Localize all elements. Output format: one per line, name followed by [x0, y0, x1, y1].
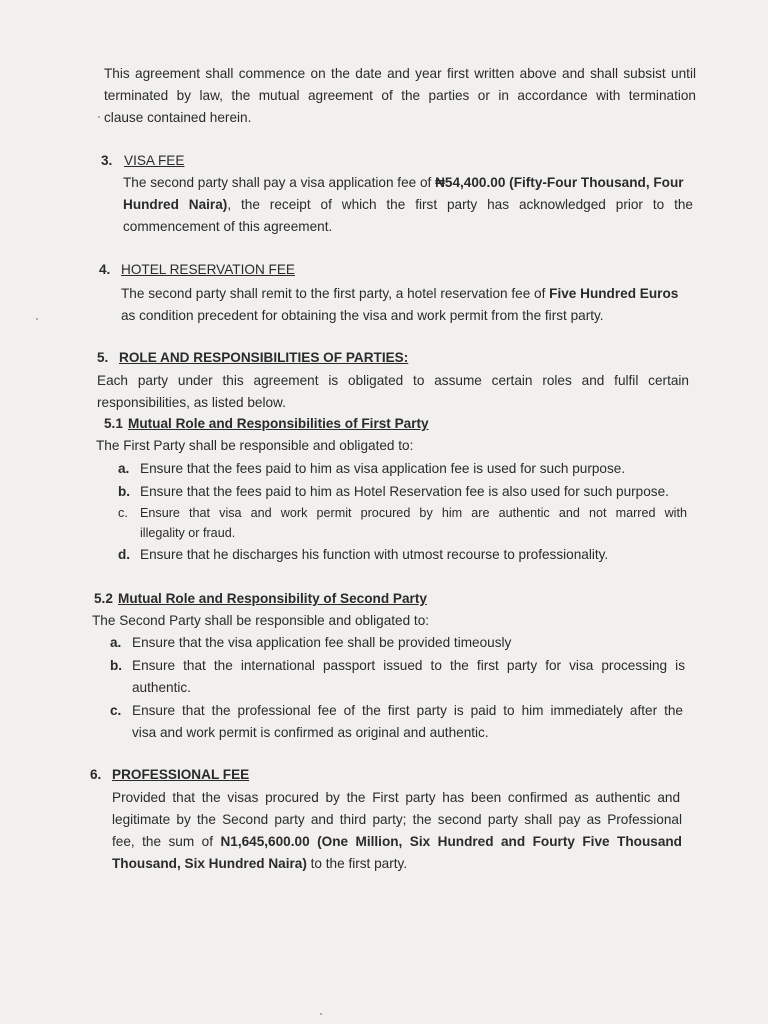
section-4-number: 4.: [99, 262, 111, 277]
section-3-line-1: The second party shall pay a visa application fee of ₦54,400.00 (Fifty-Four Thousand, Four: [123, 175, 684, 190]
list-marker: b.: [110, 658, 123, 673]
section-6-line-4: Thousand, Six Hundred Naira) to the first party.: [112, 856, 408, 871]
list-item: Ensure that the visa application fee shall be provided timeously: [132, 635, 512, 650]
intro-line-2: terminated by law, the mutual agreement of the parties or in accordance with termination: [104, 88, 696, 103]
list-marker: c.: [118, 506, 128, 520]
intro-line-3: clause contained herein.: [104, 110, 252, 125]
section-3-title: VISA FEE: [124, 153, 185, 168]
scan-speck: [98, 116, 100, 118]
list-item: Ensure that the fees paid to him as visa application fee is used for such purpose.: [140, 461, 626, 476]
list-marker: a.: [110, 635, 122, 650]
scan-speck: [36, 318, 38, 320]
section-5-line-1: Each party under this agreement is obligated to assume certain roles and fulfil certain: [97, 373, 689, 388]
section-3-number: 3.: [101, 153, 113, 168]
list-item-continuation: authentic.: [132, 680, 191, 695]
section-6-number: 6.: [90, 767, 102, 782]
scan-speck: [320, 1013, 322, 1015]
subsection-5-2-intro: The Second Party shall be responsible and obligated to:: [92, 613, 430, 628]
subsection-5-1-number: 5.1: [104, 416, 123, 431]
section-6-line-1: Provided that the visas procured by the First party has been confirmed as authentic and: [112, 790, 680, 805]
section-6-line-2: legitimate by the Second party and third party; the second party shall pay as Professional: [112, 812, 682, 827]
list-marker: b.: [118, 484, 131, 499]
section-5-number: 5.: [97, 350, 109, 365]
list-item: Ensure that the international passport issued to the first party for visa processing is: [132, 658, 685, 673]
section-6-title: PROFESSIONAL FEE: [112, 767, 250, 782]
list-marker: d.: [118, 547, 131, 562]
section-4-line-1: The second party shall remit to the first party, a hotel reservation fee of Five Hundred Euros: [121, 286, 679, 301]
list-item: Ensure that the professional fee of the first party is paid to him immediately after the: [132, 703, 683, 718]
list-marker: c.: [110, 703, 122, 718]
section-3-line-3: commencement of this agreement.: [123, 219, 333, 234]
subsection-5-1-intro: The First Party shall be responsible and obligated to:: [96, 438, 414, 453]
section-6-line-3: fee, the sum of N1,645,600.00 (One Million, Six Hundred and Fourty Five Thousand: [112, 834, 682, 849]
list-item-continuation: illegality or fraud.: [140, 526, 236, 540]
subsection-5-1-title: Mutual Role and Responsibilities of First Party: [128, 416, 429, 431]
subsection-5-2-title: Mutual Role and Responsibility of Second Party: [118, 591, 427, 606]
list-item: Ensure that the fees paid to him as Hotel Reservation fee is also used for such purpose.: [140, 484, 669, 499]
section-4-line-2: as condition precedent for obtaining the visa and work permit from the first party.: [121, 308, 604, 323]
list-item-continuation: visa and work permit is confirmed as original and authentic.: [132, 725, 489, 740]
section-4-title: HOTEL RESERVATION FEE: [121, 262, 295, 277]
section-5-title: ROLE AND RESPONSIBILITIES OF PARTIES:: [119, 350, 409, 365]
section-3-line-2: Hundred Naira), the receipt of which the first party has acknowledged prior to the: [123, 197, 693, 212]
subsection-5-2-number: 5.2: [94, 591, 113, 606]
intro-line-1: This agreement shall commence on the date and year first written above and shall subsist until: [104, 66, 696, 81]
list-marker: a.: [118, 461, 130, 476]
section-5-line-2: responsibilities, as listed below.: [97, 395, 286, 410]
list-item: Ensure that he discharges his function with utmost recourse to professionality.: [140, 547, 609, 562]
list-item: Ensure that visa and work permit procured by him are authentic and not marred with: [140, 506, 687, 520]
